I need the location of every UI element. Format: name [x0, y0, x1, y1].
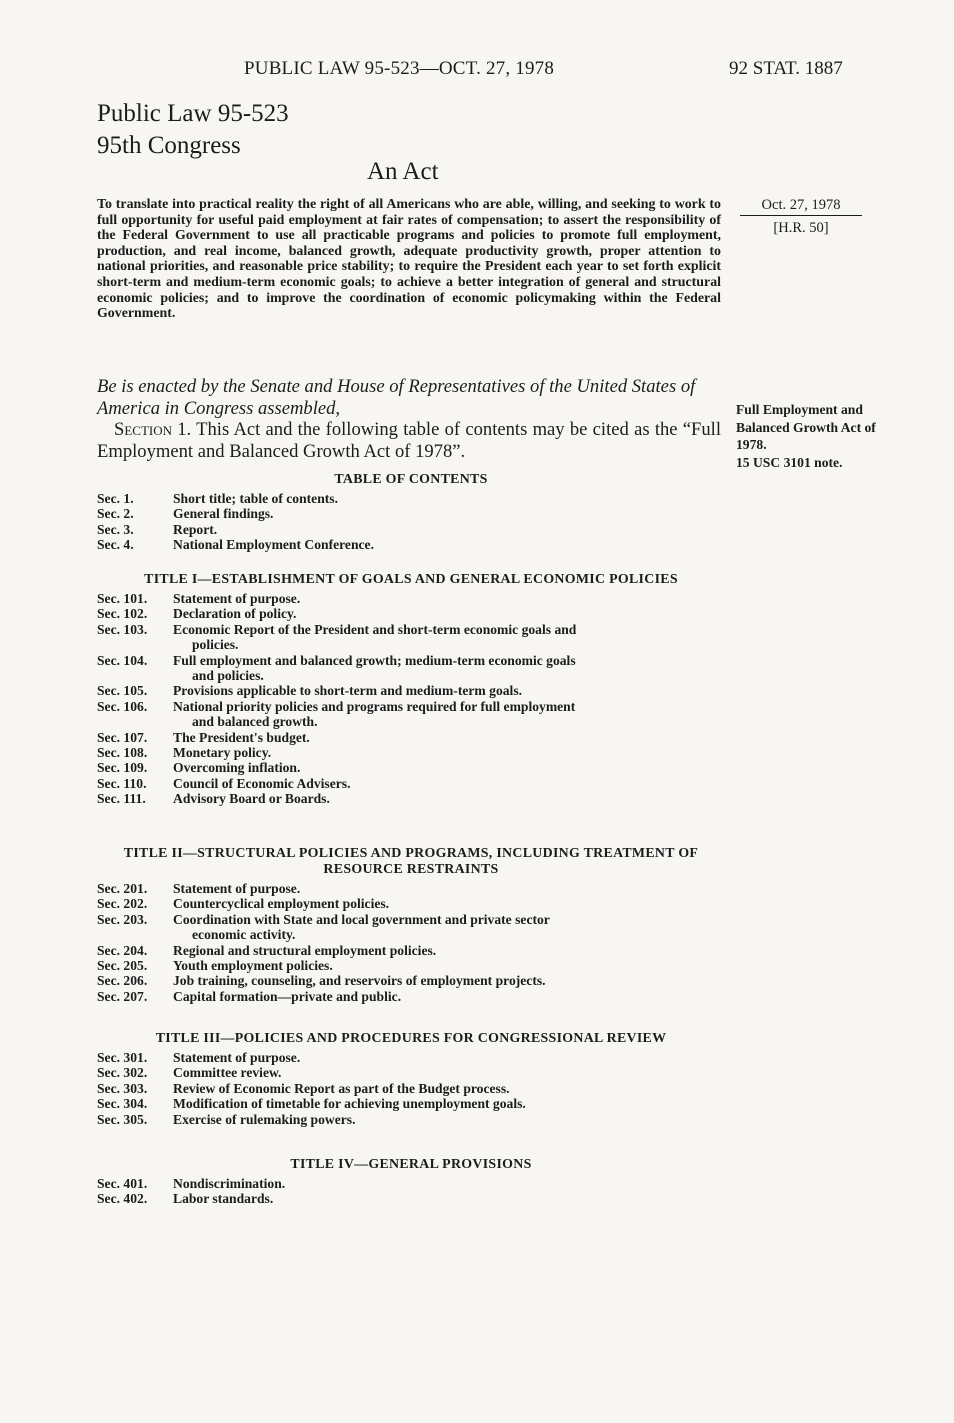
toc-entry [97, 537, 725, 552]
toc-entry [97, 506, 725, 521]
toc-entry-number: Sec. 102. [97, 606, 148, 622]
toc-entry [97, 1065, 725, 1080]
toc-entry-title [173, 622, 725, 653]
toc-entry [97, 606, 725, 621]
toc-entry [97, 1112, 725, 1127]
toc-entry-title: Countercyclical employment policies. [173, 896, 390, 912]
toc-entry [97, 591, 725, 606]
toc-entry-number: Sec. 204. [97, 942, 148, 958]
toc-entry-title: Youth employment policies. [173, 958, 333, 974]
toc-entry-title-continuation: and balanced growth. [192, 714, 318, 730]
toc-entry-title-continuation: and policies. [192, 668, 264, 684]
toc-entry-title: Committee review. [173, 1065, 282, 1081]
toc-entry-title: Monetary policy. [173, 745, 272, 761]
enacting-clause: Be is enacted by the Senate and House of Representatives of the United States of America in Congress assembled, [97, 376, 696, 419]
toc-entry [97, 881, 725, 896]
toc-entry-title: Statement of purpose. [173, 881, 301, 896]
toc-entry-title: Modification of timetable for achieving unemployment goals. [173, 1096, 526, 1112]
section-one [97, 419, 721, 463]
bill-number: [H.R. 50] [773, 220, 829, 236]
toc-entry-number: Sec. 111. [97, 791, 146, 807]
toc-entry-number: Sec. 202. [97, 896, 148, 912]
toc-section-list [97, 881, 725, 1004]
congress-label: 95th Congress [97, 132, 241, 159]
toc-entry-number: Sec. 207. [97, 988, 148, 1004]
toc-entry-number: Sec. 302. [97, 1065, 148, 1081]
toc-entry-number: Sec. 103. [97, 621, 148, 637]
toc-entry [97, 943, 725, 958]
toc-entry [97, 1050, 725, 1065]
toc-title-3 [97, 1031, 725, 1127]
toc-entry-number: Sec. 201. [97, 881, 148, 896]
toc-section-list [97, 1050, 725, 1127]
toc-entry-number: Sec. 2. [97, 506, 134, 522]
toc-entry-number: Sec. 104. [97, 652, 148, 668]
toc-entry [97, 776, 725, 791]
toc-title-2 [97, 846, 725, 1004]
toc-title-heading: TITLE I—ESTABLISHMENT OF GOALS AND GENERAL ECONOMIC POLICIES [144, 572, 678, 587]
toc-entry-number: Sec. 109. [97, 760, 148, 776]
toc-entry [97, 896, 725, 911]
enactment-date: Oct. 27, 1978 [740, 197, 862, 216]
toc-section-list [97, 591, 725, 807]
toc-entry-number: Sec. 303. [97, 1080, 148, 1096]
toc-entry-title-continuation: economic activity. [192, 927, 296, 943]
toc-entry-title: Declaration of policy. [173, 606, 297, 622]
toc-entry-number: Sec. 4. [97, 537, 134, 553]
toc-title-heading: TITLE II—STRUCTURAL POLICIES AND PROGRAMS, INCLUDING TREATMENT OF RESOURCE RESTRAINTS [123, 846, 699, 877]
toc-entry [97, 491, 725, 506]
toc-entry-number: Sec. 205. [97, 958, 148, 974]
toc-entry-number: Sec. 101. [97, 591, 148, 606]
toc-entry [97, 1096, 725, 1111]
toc-entry-title [173, 653, 725, 684]
toc-entry [97, 912, 725, 943]
toc-entry-title: Short title; table of contents. [173, 491, 338, 506]
toc-entry-title: Review of Economic Report as part of the Budget process. [173, 1080, 510, 1096]
toc-entry [97, 791, 725, 806]
toc-entry-title: Job training, counseling, and reservoirs of employment projects. [173, 973, 546, 989]
toc-entry-title: Provisions applicable to short-term and medium-term goals. [173, 683, 523, 699]
section-one-text: This Act and the following table of contents may be cited as the “Full Employment and Balanced Growth Act of 1978”. [97, 419, 722, 462]
section-one-label: Section 1. [114, 419, 192, 440]
toc-entry-title: Labor standards. [173, 1191, 274, 1207]
toc-entry-title: Council of Economic Advisers. [173, 775, 351, 791]
toc-entry [97, 973, 725, 988]
toc-entry [97, 699, 725, 730]
toc-entry [97, 958, 725, 973]
toc-entry-number: Sec. 108. [97, 745, 148, 761]
toc-entry-title: Nondiscrimination. [173, 1176, 286, 1191]
toc-entry-title: Overcoming inflation. [173, 760, 301, 776]
toc-entry-title: Regional and structural employment policies. [173, 942, 437, 958]
toc-title-heading: TITLE III—POLICIES AND PROCEDURES FOR CONGRESSIONAL REVIEW [155, 1031, 667, 1046]
toc-entry-title [173, 912, 725, 943]
toc-entry-title-line: Coordination with State and local government and private sector [173, 911, 550, 927]
toc-entry [97, 683, 725, 698]
toc-entry-number: Sec. 106. [97, 698, 148, 714]
toc-entry [97, 989, 725, 1004]
toc-intro [97, 472, 725, 553]
toc-entry-number: Sec. 110. [97, 775, 147, 791]
toc-section-list [97, 491, 725, 553]
toc-entry-number: Sec. 304. [97, 1096, 148, 1112]
toc-section-list [97, 1176, 725, 1207]
toc-entry-title: Advisory Board or Boards. [173, 791, 330, 807]
toc-title-heading: TITLE IV—GENERAL PROVISIONS [290, 1157, 532, 1172]
toc-entry-number: Sec. 401. [97, 1176, 148, 1191]
toc-entry-title: Exercise of rulemaking powers. [173, 1111, 356, 1127]
margin-short-title-note [736, 401, 876, 471]
toc-entry-title-continuation: policies. [192, 637, 239, 653]
toc-entry-number: Sec. 3. [97, 521, 134, 537]
toc-entry [97, 730, 725, 745]
toc-entry-title-line: Full employment and balanced growth; medium-term economic goals [173, 652, 576, 668]
statute-citation: 92 STAT. 1887 [729, 58, 843, 79]
toc-entry-title: General findings. [173, 506, 274, 522]
toc-entry [97, 760, 725, 775]
usc-note: 15 USC 3101 note. [736, 454, 843, 470]
toc-entry-number: Sec. 105. [97, 683, 148, 699]
toc-entry-title-line: Economic Report of the President and short-term economic goals and [173, 621, 577, 637]
toc-entry-title-line: National priority policies and programs required for full employment [173, 698, 576, 714]
margin-date-note [740, 197, 862, 237]
toc-entry-number: Sec. 206. [97, 973, 148, 989]
toc-entry-title: Report. [173, 521, 218, 537]
toc-title-1 [97, 572, 725, 807]
toc-entry [97, 1081, 725, 1096]
act-heading: An Act [367, 158, 439, 185]
toc-entry-title: The President's budget. [173, 729, 310, 745]
short-title-note: Full Employment and Balanced Growth Act of 1978. [736, 402, 876, 452]
toc-entry-number: Sec. 1. [97, 491, 134, 506]
toc-entry [97, 653, 725, 684]
running-head: PUBLIC LAW 95-523—OCT. 27, 1978 [244, 58, 555, 79]
toc-entry-title: Capital formation—private and public. [173, 988, 402, 1004]
public-law-number: Public Law 95-523 [97, 100, 289, 127]
toc-entry [97, 522, 725, 537]
toc-title-4 [97, 1157, 725, 1207]
toc-entry [97, 1176, 725, 1191]
toc-entry-number: Sec. 305. [97, 1111, 148, 1127]
toc-entry [97, 1191, 725, 1206]
toc-heading: TABLE OF CONTENTS [334, 472, 488, 487]
toc-entry-number: Sec. 107. [97, 729, 148, 745]
toc-entry-title: Statement of purpose. [173, 591, 301, 606]
toc-entry-title [173, 699, 725, 730]
toc-entry-title: Statement of purpose. [173, 1050, 301, 1065]
toc-entry-title: National Employment Conference. [173, 537, 374, 553]
long-title: To translate into practical reality the right of all Americans who are able, willing, and seeking to work to full opportunity for useful paid employment at fair rates of compensation; to assert the responsibility of the Federal Government to use all practicable programs and policies to promote full employment, production, and real income, balanced growth, adequate productivity growth, proper attention to national priorities, and reasonable price stability; to require the President each year to set forth explicit short-term and medium-term economic goals; to achieve a better integration of general and structural economic policies; and to improve the coordination of economic policymaking within the Federal Government. [97, 197, 721, 322]
toc-entry-number: Sec. 402. [97, 1191, 148, 1207]
toc-entry-number: Sec. 301. [97, 1050, 148, 1065]
toc-entry [97, 745, 725, 760]
toc-entry-number: Sec. 203. [97, 911, 148, 927]
toc-entry [97, 622, 725, 653]
